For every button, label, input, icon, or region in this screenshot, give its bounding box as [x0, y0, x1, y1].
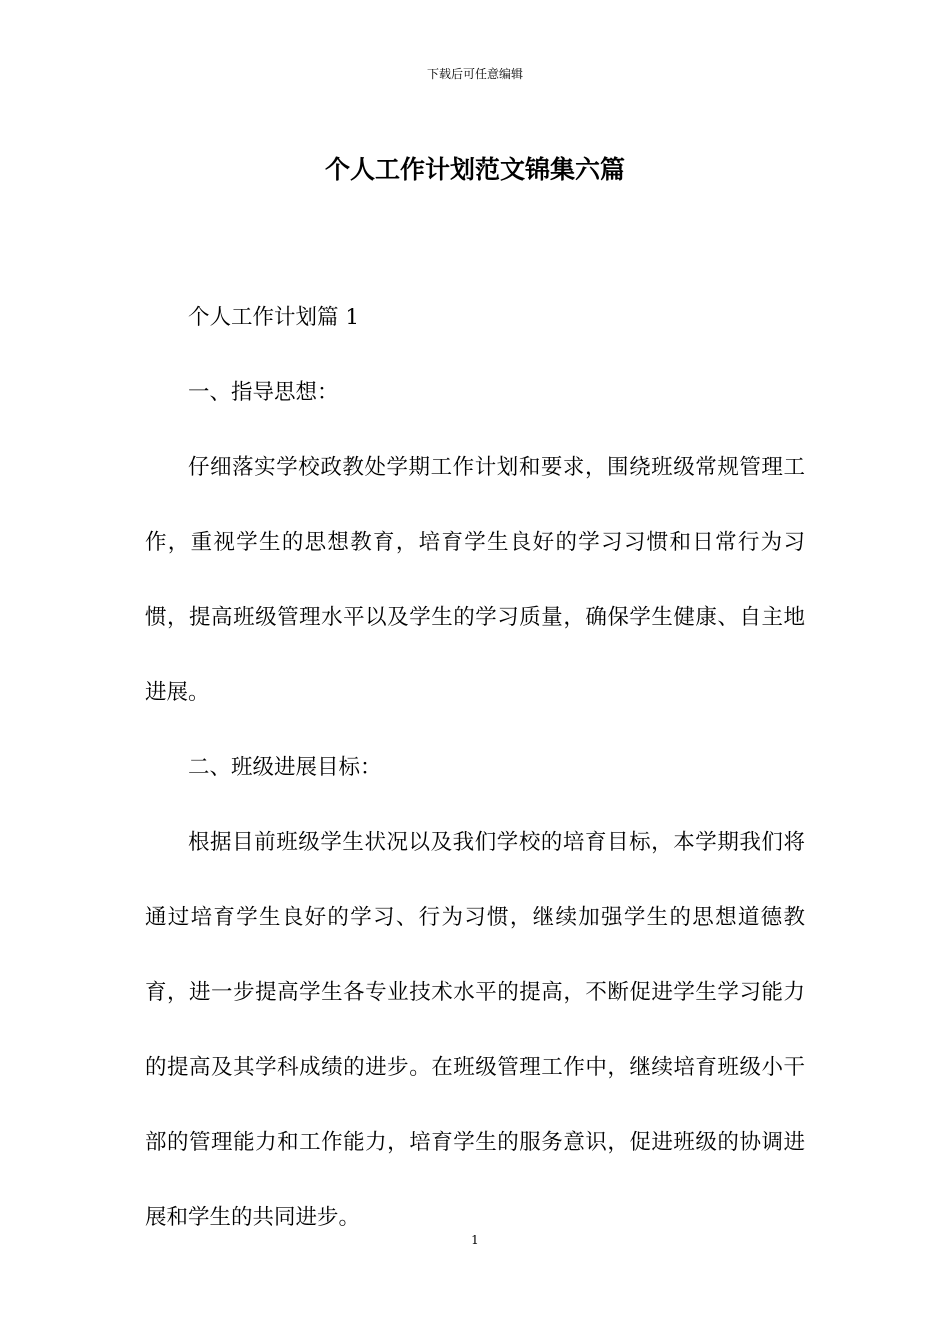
header-note: 下载后可任意编辑 [426, 67, 523, 81]
document-title: 个人工作计划范文锦集六篇 [324, 155, 625, 184]
paragraph-guiding-ideology: 仔细落实学校政教处学期工作计划和要求，围绕班级常规管理工作，重视学生的思想教育，培育学生良好的学习习惯和日常行为习惯，提高班级管理水平以及学生的学习质量，确保学生健康、自主地进展。 [145, 455, 805, 705]
section-heading-guiding-ideology: 一、指导思想： [188, 380, 339, 405]
document-body [145, 280, 805, 1255]
page-number: 1 [471, 1233, 479, 1247]
paragraph-class-goals: 根据目前班级学生状况以及我们学校的培育目标，本学期我们将通过培育学生良好的学习、行为习惯，继续加强学生的思想道德教育，进一步提高学生各专业技术水平的提高，不断促进学生学习能力的提高及其学科成绩的进步。在班级管理工作中，继续培育班级小干部的管理能力和工作能力，培育学生的服务意识，促进班级的协调进展和学生的共同进步。 [145, 830, 805, 1230]
section-heading-plan-1: 个人工作计划篇 1 [188, 305, 360, 330]
section-heading-class-goals: 二、班级进展目标： [188, 755, 382, 780]
